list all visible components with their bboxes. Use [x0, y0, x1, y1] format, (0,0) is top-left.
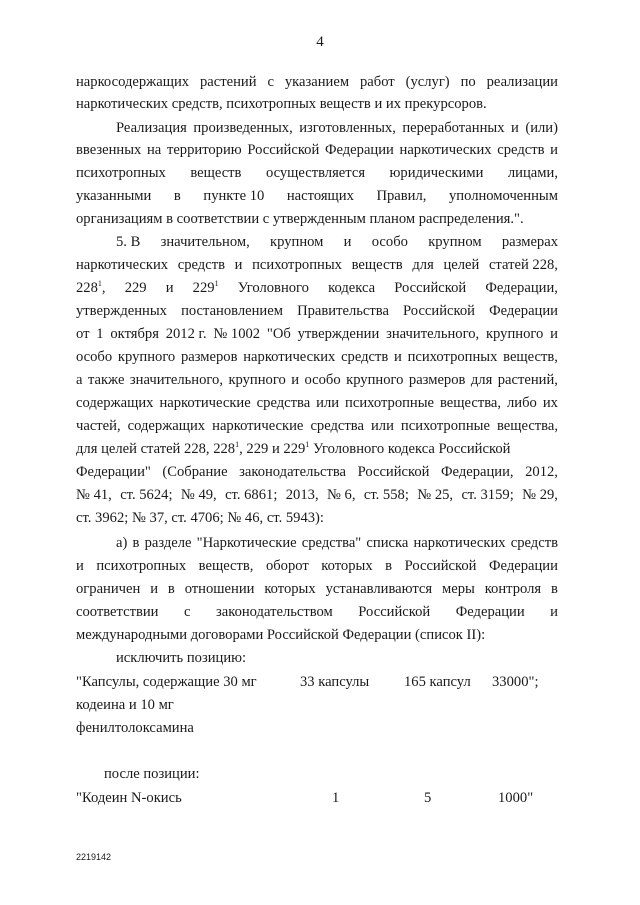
word: либо: [507, 395, 537, 411]
word: крупного: [117, 349, 176, 365]
word: Федерации": [76, 464, 151, 480]
word: ст. 5624;: [120, 487, 173, 503]
significant-amount: 33 капсулы: [300, 674, 370, 690]
word: размеров: [408, 372, 466, 388]
word: значительного,: [129, 372, 223, 388]
word: вещества,: [496, 418, 558, 434]
word: (или): [525, 120, 558, 136]
word: списка: [366, 535, 409, 551]
word: утверждении: [297, 326, 380, 342]
word: 2012,: [525, 464, 558, 480]
word: и: [550, 142, 558, 158]
text-line: наркотических средств, психотропных веществ и их прекурсоров.: [76, 96, 487, 112]
word: изготовленных,: [299, 120, 396, 136]
word: Правительства: [297, 303, 389, 319]
word: веществ: [190, 165, 242, 181]
text-line: международными договорами Российской Федерации (список II):: [76, 627, 486, 643]
word: в: [173, 188, 181, 204]
word: или: [316, 395, 340, 411]
text-line: [76, 304, 558, 319]
word: указанными: [76, 188, 152, 204]
word: указанием: [284, 74, 350, 90]
word: наркотических: [76, 257, 169, 273]
word: с: [183, 604, 191, 620]
word: веществ: [351, 257, 403, 273]
word: целей: [443, 257, 480, 273]
word: оборот: [265, 558, 309, 574]
word: переработанных: [402, 120, 505, 136]
word: законодательством: [215, 604, 333, 620]
word: и: [343, 234, 352, 250]
text-line: [116, 121, 558, 136]
word: (Собрание: [162, 464, 228, 480]
word: и: [511, 120, 519, 136]
article-ref: $229^1$: [192, 279, 219, 296]
word: наркотические: [212, 418, 304, 434]
word: (услуг): [405, 74, 450, 90]
article-ref: 229: [124, 280, 147, 296]
word: также: [87, 372, 125, 388]
text-line: [76, 143, 558, 158]
word: значительного,: [386, 326, 480, 342]
word: контроля: [484, 581, 542, 597]
word: № 1002: [213, 326, 261, 342]
word: размеров: [180, 349, 238, 365]
word: а): [116, 535, 128, 551]
text-line: [76, 75, 558, 90]
text-line: [76, 373, 558, 388]
especially-large-amount: 33000";: [492, 674, 539, 690]
word: по: [460, 74, 476, 90]
word: наркотических: [243, 349, 336, 365]
word: психотропных: [407, 349, 498, 365]
text-line: [76, 605, 558, 620]
word: ст. 6861;: [225, 487, 278, 503]
word: размерах: [501, 234, 558, 250]
word: растений: [199, 74, 257, 90]
word: № 41,: [76, 487, 112, 503]
substance-name: "Кодеин N-окись: [76, 790, 182, 806]
word: работ: [360, 74, 395, 90]
word: особо: [304, 372, 341, 388]
word: лицами,: [507, 165, 558, 181]
word: психотропных: [76, 165, 166, 181]
text-line: [76, 166, 558, 181]
word: статей 228,: [488, 257, 558, 273]
text-line: [76, 350, 558, 365]
word: средств: [497, 142, 545, 158]
text-line: [76, 559, 558, 574]
word: Реализация: [116, 120, 187, 136]
word: 5. В: [116, 234, 141, 250]
word: психотропных: [252, 257, 342, 273]
word: ст. 3159;: [461, 487, 514, 503]
word: юридическими: [389, 165, 484, 181]
page-number: 4: [316, 34, 324, 50]
word: соответствии: [76, 604, 159, 620]
word: в: [385, 558, 393, 574]
word: наркотических: [413, 535, 506, 551]
word: содержащих: [76, 395, 154, 411]
word: средств: [341, 349, 389, 365]
word: Российской: [357, 464, 430, 480]
word: Федерации,: [441, 464, 514, 480]
word: устанавливаются: [325, 581, 433, 597]
word: ограничен: [76, 581, 141, 597]
word: постановлением: [181, 303, 283, 319]
text-line: [76, 189, 558, 204]
word: и: [234, 257, 243, 273]
word: в: [132, 535, 140, 551]
word: веществ,: [503, 349, 558, 365]
word: психотропные: [345, 395, 435, 411]
word: в: [167, 581, 175, 597]
word: с: [267, 74, 274, 90]
word: на: [146, 142, 162, 158]
word: отношении: [184, 581, 255, 597]
word: № 29,: [522, 487, 558, 503]
word: № 6,: [326, 487, 356, 503]
word: от: [76, 326, 90, 342]
text-line: [76, 488, 558, 503]
word: Уголовного: [237, 280, 309, 296]
word: настоящих: [286, 188, 354, 204]
word: средства: [310, 418, 364, 434]
word: крупном: [270, 234, 324, 250]
word: ст. 558;: [363, 487, 409, 503]
word: Федерации: [489, 303, 558, 319]
text-line: [76, 465, 558, 480]
word: и: [76, 558, 84, 574]
text-line: для целей статей 228, $228^1$, 229 и $229^1$ Уголовного кодекса Российской: [76, 440, 511, 457]
after-label: после позиции:: [104, 766, 200, 782]
word: Федерации: [489, 558, 558, 574]
word: Российской: [247, 142, 320, 158]
large-amount: 165 капсул: [404, 674, 471, 690]
word: значительном,: [160, 234, 250, 250]
text-line: [76, 582, 558, 597]
word: которых: [264, 581, 316, 597]
exclude-label: исключить позицию:: [116, 650, 247, 666]
word: реализации: [486, 74, 558, 90]
conjunction: и: [165, 280, 174, 296]
word: 2012 г.: [165, 326, 207, 342]
text-line: [76, 281, 558, 296]
word: утвержденных: [76, 303, 167, 319]
substance-name: фенилтолоксамина: [76, 720, 194, 736]
word: ввезенных: [76, 142, 142, 158]
word: веществ,: [198, 558, 254, 574]
document-code: 2219142: [76, 852, 112, 862]
word: а: [76, 372, 83, 388]
word: Федерации: [324, 142, 394, 158]
word: Федерации,: [485, 280, 558, 296]
word: октября: [110, 326, 159, 342]
word: территорию: [166, 142, 242, 158]
text-line: [116, 536, 558, 551]
text-line: организациям в соответствии с утвержденным планом распределения.".: [76, 211, 524, 227]
word: средств: [510, 535, 558, 551]
word: частей,: [76, 418, 121, 434]
word: Правил,: [376, 188, 427, 204]
word: наркосодержащих: [76, 74, 190, 90]
word: и: [550, 326, 558, 342]
word: особо: [371, 234, 408, 250]
substance-name: кодеина и 10 мг: [76, 697, 174, 713]
word: разделе: [144, 535, 192, 551]
word: крупного: [485, 326, 544, 342]
word: их: [542, 395, 558, 411]
word: № 25,: [417, 487, 454, 503]
article-ref: $228^1$,: [76, 279, 106, 296]
word: растений,: [497, 372, 558, 388]
word: содержащих: [127, 418, 206, 434]
word: меры: [441, 581, 475, 597]
word: № 49,: [180, 487, 217, 503]
word: и: [550, 604, 558, 620]
word: для: [470, 372, 493, 388]
text-line: [76, 419, 558, 434]
word: и: [394, 349, 402, 365]
word: кодекса: [328, 280, 376, 296]
word: психотропных: [96, 558, 187, 574]
word: средств: [177, 257, 225, 273]
word: или: [370, 418, 394, 434]
word: Российской: [404, 558, 477, 574]
word: Российской: [403, 303, 475, 319]
word: крупного: [346, 372, 404, 388]
word: которых: [321, 558, 373, 574]
word: пункте 10: [203, 188, 265, 204]
text-line: [76, 327, 558, 342]
text-line: [76, 396, 558, 411]
word: для: [412, 257, 434, 273]
word: "Об: [266, 326, 291, 342]
word: и: [291, 372, 300, 388]
word: наркотических: [399, 142, 492, 158]
especially-large-amount: 1000": [498, 790, 534, 806]
word: наркотические: [159, 395, 251, 411]
word: законодательства: [239, 464, 347, 480]
word: произведенных,: [193, 120, 293, 136]
text-line: [76, 258, 558, 273]
word: "Наркотические: [196, 535, 297, 551]
word: средства: [256, 395, 311, 411]
word: средства": [301, 535, 362, 551]
word: 1: [96, 326, 104, 342]
word: в: [551, 581, 558, 597]
word: крупного: [228, 372, 286, 388]
large-amount: 5: [424, 790, 432, 806]
significant-amount: 1: [332, 790, 340, 806]
word: осуществляется: [265, 165, 366, 181]
word: 2013,: [285, 487, 319, 503]
text-line: ст. 3962; № 37, ст. 4706; № 46, ст. 5943):: [76, 510, 324, 526]
word: психотропные: [400, 418, 490, 434]
word: Федерации: [455, 604, 525, 620]
word: и: [150, 581, 159, 597]
word: Российской: [394, 280, 467, 296]
text-line: [116, 235, 558, 250]
word: уполномоченным: [448, 188, 558, 204]
word: особо: [76, 349, 113, 365]
word: вещества,: [440, 395, 502, 411]
word: крупном: [428, 234, 482, 250]
substance-name: "Капсулы, содержащие 30 мг: [76, 674, 257, 690]
word: Российской: [358, 604, 431, 620]
